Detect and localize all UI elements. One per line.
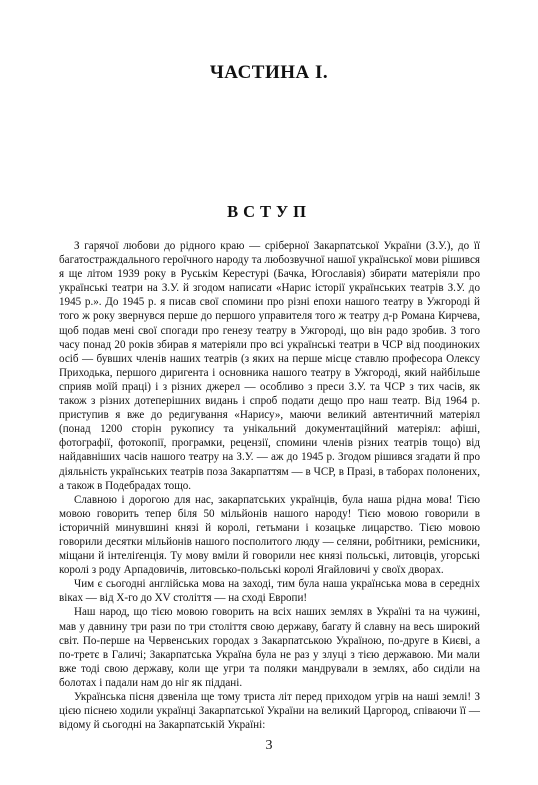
paragraph: Наш народ, що тією мовою говорить на всіх наших землях в Україні та на чужині, мав у давнину три рази по три століття свою державу, багату й славну на весь широкий світ. По-перше на Червенських городах з Закарпатською Україною, по-друге в Києві, а по-третє в Галичі; Закарпатська Україна була не раз у злуці з тією державою. Ми мали вже тоді свою державу, коли ще угри та поляки мандрували в землях, або сиділи на болотах і падали нам до ніг як піддані. bbox=[59, 606, 480, 689]
paragraph: Чим є сьогодні англійська мова на заході, тим була наша українська мова в середніх віках — від X-го до XV століття — на сході Европи! bbox=[59, 578, 480, 605]
body-text bbox=[59, 239, 480, 732]
paragraph: Українська пісня дзвеніла ще тому триста літ перед приходом угрів на наші землі! З цією піснею ходили українці Закарпатської України на великий Царгород, співаючи її — відому й сьогодні на Закарпатській Україні: bbox=[59, 691, 480, 732]
page-number: 3 bbox=[265, 738, 273, 753]
section-title: ВСТУП bbox=[227, 202, 311, 221]
part-title: ЧАСТИНА І. bbox=[209, 62, 329, 83]
paragraph: Славною і дорогою для нас, закарпатських українців, була наша рідна мова! Тією мовою говорить тепер біля 50 мільйонів нашого народу! Тією мовою говорили в історичній минувшині князі й королі, гетьмани і козацьке лицарство. Тією мовою говорили десятки мільйонів нашого посполитого люду — селяни, робітники, ремісники, міщани й інтеліґенція. Ту мову вміли й говорили неє князі польські, литовців, угорські королі з роду Арпадовичів, литовсько-польські королі Ягайловичі у своїх дворах. bbox=[59, 493, 480, 577]
paragraph: З гарячої любови до рідного краю — сріберної Закарпатської України (З.У.), до її багатостраждального героїчного народу та любозвучної нашої української мови рішився я ще літом 1939 року в Руськім Керестурі (Бачка, Югославія) збирати матеріяли про українські театри на З.У. й згодом написати «Нарис історії українських театрів З.У. до 1945 р.». До 1945 р. я писав свої спомини про різні епохи нашого театру в Ужгороді й того ж року звернувся перше до першого управителя того ж театру д-р Романа Кирчева, щоб подав мені свої спогади про генезу театру в Ужгороді, що він радо зробив. З того часу понад 20 років збирав я матеріяли про всі українські театри в ЧСР від поодиноких осіб — бувших членів наших театрів (з яких на перше місце ставлю професора Олексу Приходька, першого диригента і основника нашого театру в Ужгороді, який найбільше сприяв моїй праці) і з різних джерел — особливо з преси З.У. та ЧСР з тих часів, як також з різних дотеперішних видань і спроб подати дещо про наш театр. Від 1964 р. приступив я вже до редигування «Нарису», маючи великий автентичний матеріял (понад 1200 сторін рукопису та унікальний документаційний матеріял: афіші, фотографії, фотокопії, програмки, рецензії, спомини членів різних театрів тощо) від найдавніших часів нашого театру на З.У. — аж до 1945 р. Згодом рішився згадати й про діяльність українських театрів поза Закарпаттям — в ЧСР, в Празі, в таборах полонених, а також в Подебрадах тощо. bbox=[59, 240, 480, 492]
